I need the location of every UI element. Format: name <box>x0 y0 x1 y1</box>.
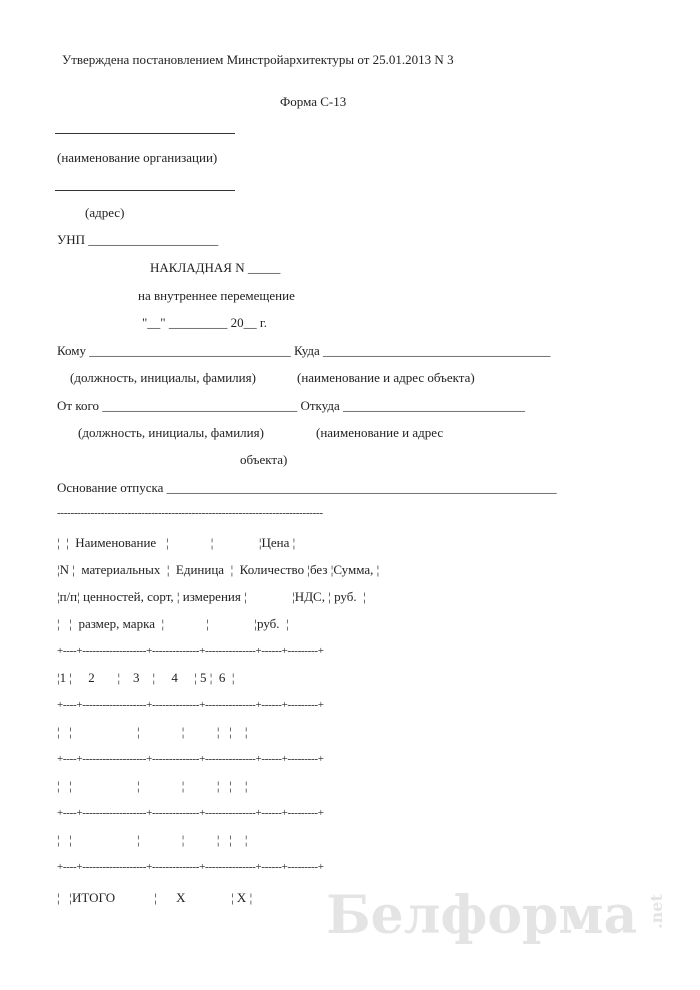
address-caption: (адрес) <box>85 205 125 220</box>
table-separator: +----+-------------------+--------------+---------------+------+---------+ <box>57 753 324 765</box>
otkuda-caption: (наименование и адрес <box>316 425 444 440</box>
table-separator: +----+-------------------+--------------+---------------+------+---------+ <box>57 645 324 657</box>
table-header-row: ¦ ¦ размер, марка ¦ ¦ ¦руб. ¦ <box>57 616 289 631</box>
table-header-row: ¦п/п¦ ценностей, сорт, ¦ измерения ¦ ¦НДС, ¦ руб. ¦ <box>57 589 366 604</box>
komu-kuda-line: Кому _______________________________ Куда ___________________________________ <box>57 343 551 358</box>
table-header-row: ¦ ¦ Наименование ¦ ¦ ¦Цена ¦ <box>57 535 296 550</box>
watermark-suffix: .net <box>647 894 667 929</box>
table-row: ¦ ¦ ¦ ¦ ¦ ¦ ¦ <box>57 832 248 847</box>
kuda-caption: (наименование и адрес объекта) <box>297 370 475 385</box>
table-header-row: ¦N ¦ материальных ¦ Единица ¦ Количество ¦без ¦Сумма, ¦ <box>57 562 380 577</box>
otkuda-caption-cont: объекта) <box>240 452 288 467</box>
osnovanie-line: Основание отпуска ____________________________________________________________ <box>57 480 557 495</box>
document-title: НАКЛАДНАЯ N _____ <box>150 260 281 275</box>
table-row: ¦ ¦ ¦ ¦ ¦ ¦ ¦ <box>57 724 248 739</box>
ot-kogo-caption: (должность, инициалы, фамилия) <box>78 425 264 440</box>
watermark-brand: Белформа <box>326 885 638 946</box>
form-name: Форма С-13 <box>280 94 347 109</box>
org-name-caption: (наименование организации) <box>57 150 218 165</box>
table-separator: +----+-------------------+--------------+---------------+------+---------+ <box>57 861 324 873</box>
komu-caption: (должность, инициалы, фамилия) <box>70 370 256 385</box>
table-top-border: ------------------------------------------------------------------------------- <box>57 507 323 519</box>
table-separator: +----+-------------------+--------------+---------------+------+---------+ <box>57 807 324 819</box>
document-subtitle: на внутреннее перемещение <box>138 288 295 303</box>
date-line: "__" _________ 20__ г. <box>142 315 267 330</box>
address-blank <box>55 190 235 191</box>
ot-kogo-otkuda-line: От кого ______________________________ Откуда ____________________________ <box>57 398 525 413</box>
table-separator: +----+-------------------+--------------+---------------+------+---------+ <box>57 699 324 711</box>
unp-line: УНП ____________________ <box>57 232 219 247</box>
table-row: ¦ ¦ ¦ ¦ ¦ ¦ ¦ <box>57 778 248 793</box>
watermark-logo <box>326 885 672 946</box>
table-number-row: ¦1 ¦ 2 ¦ 3 ¦ 4 ¦ 5 ¦ 6 ¦ <box>57 670 235 685</box>
approval-line: Утверждена постановлением Минстройархитектуры от 25.01.2013 N 3 <box>62 52 454 67</box>
org-name-blank <box>55 133 235 134</box>
table-total-row: ¦ ¦ИТОГО ¦ X ¦ X ¦ <box>57 890 253 905</box>
